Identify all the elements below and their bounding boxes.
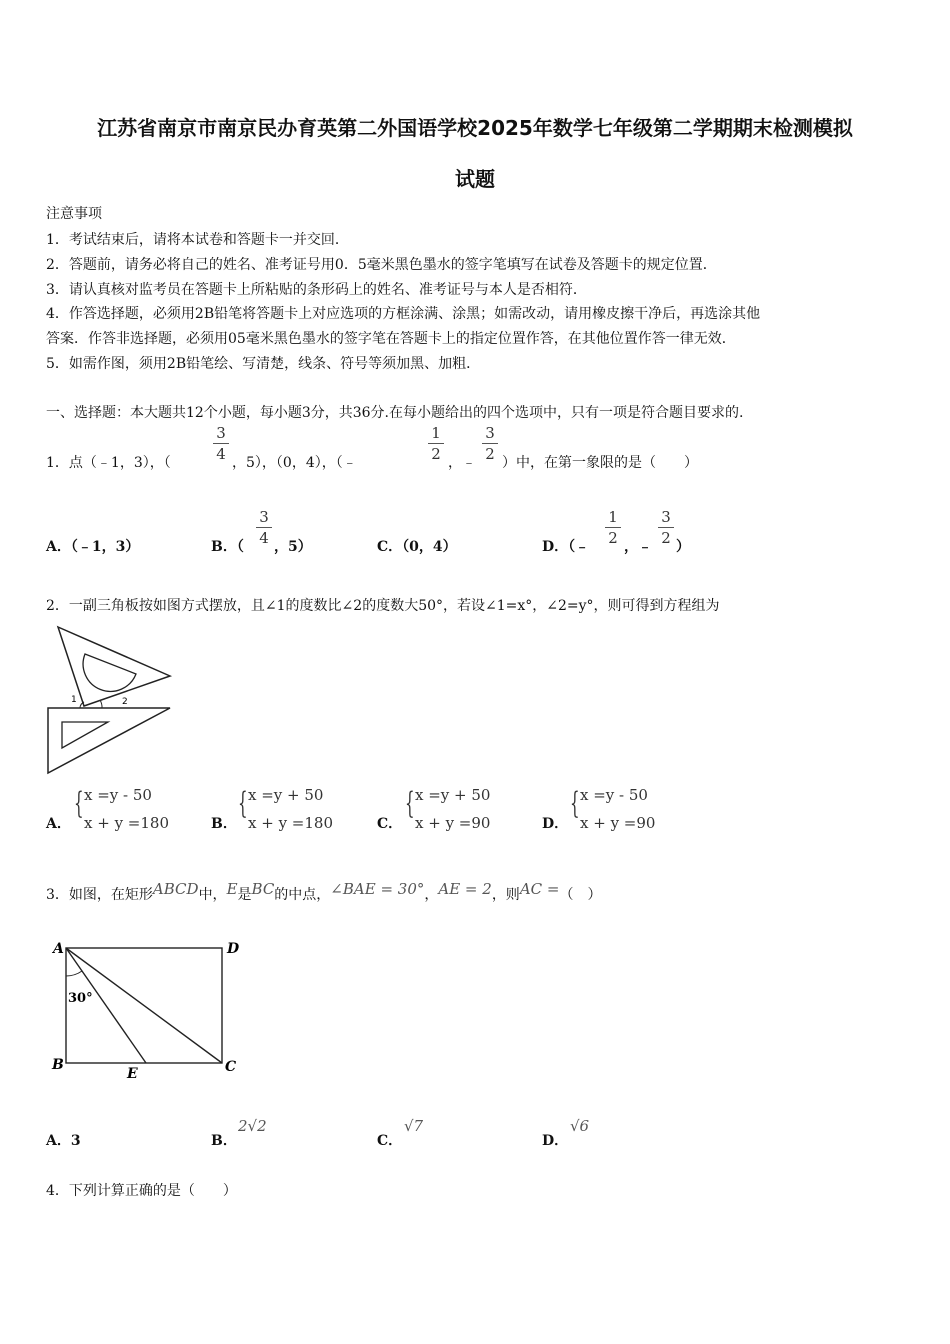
label-d: D [227,941,240,957]
question-4 [46,1180,237,1200]
fraction-1-2 [428,424,444,463]
q1-option-d[interactable]: D．（﹣ [542,539,590,555]
q2-option-b[interactable]: B． [211,816,237,832]
math-bc: BC [251,880,275,898]
brace: { [238,786,248,821]
q3-option-d-value: √6 [570,1117,590,1135]
q1-text-2: ，5），（0，4），（﹣ [232,455,357,471]
q3-option-d[interactable]: D． [542,1133,569,1149]
denominator: 2 [431,445,441,463]
brace: { [74,786,84,821]
numerator: 3 [661,508,671,526]
fraction-3-4 [213,424,229,463]
equation-line-1: x =y - 50 [84,786,152,804]
denominator: 4 [259,529,269,547]
equation-line-2: x + y =90 [415,814,491,832]
notice-item-3: 3．请认真核对监考员在答题卡上所粘贴的条形码上的姓名、准考证号与本人是否相符． [46,282,587,298]
q1-option-b-rest: ，5） [274,539,312,555]
question-2 [46,595,720,615]
equation-line-2: x + y =180 [248,814,334,832]
denominator: 2 [661,529,671,547]
section-heading: 一、选择题：本大题共12个小题，每小题3分，共36分.在每小题给出的四个选项中，只有一项是符合题目要求的. [46,405,744,421]
q3-option-b-value: 2√2 [238,1117,267,1135]
q2-option-a[interactable]: A． [46,816,71,832]
q1-option-c[interactable]: C．（0，4） [377,539,457,555]
q3-option-a[interactable]: A．3 [46,1133,81,1149]
question-number: 2． [46,598,69,614]
equation-line-2: x + y =90 [580,814,656,832]
label-b: B [52,1057,64,1073]
q3-text-4: 的中点， [274,887,331,903]
q3-option-c-value: √7 [404,1117,424,1135]
math-ac: AC = [519,880,560,898]
question-number: 3． [46,887,69,903]
numerator: 1 [608,508,618,526]
label-c: C [225,1059,237,1075]
notice-item-2: 2．答题前，请务必将自己的姓名、准考证号用0．5毫米黑色墨水的签字笔填写在试卷及答题卡的规定位置． [46,257,717,273]
fraction-3-2 [482,424,498,463]
q4-text: 下列计算正确的是（ ） [68,1183,237,1199]
brace: { [405,786,415,821]
label-a: A [53,941,64,957]
question-3 [46,880,602,904]
notice-item-5: 5．如需作图，须用2B铅笔绘、写清楚，线条、符号等须加黑、加粗． [46,356,481,372]
notice-item-1: 1．考试结束后，请将本试卷和答题卡一并交回． [46,232,349,248]
triangle-rulers-figure [44,624,176,776]
numerator: 1 [431,424,441,442]
notice-item-4: 4．作答选择题，必须用2B铅笔将答题卡上对应选项的方框涂满、涂黑；如需改动，请用橡皮擦干净后，再选涂其他 [46,306,761,322]
math-ae: AE = 2 [438,880,492,898]
q1-option-d-mid: ，﹣ [624,539,652,555]
q2-option-d[interactable]: D． [542,816,569,832]
numerator: 3 [485,424,495,442]
q3-option-b[interactable]: B． [211,1133,237,1149]
math-e: E [226,880,238,898]
fraction-1-2 [605,508,621,547]
page-title: 江苏省南京市南京民办育英第二外国语学校2025年数学七年级第二学期期末检测模拟 [97,116,853,140]
q3-option-c[interactable]: C． [377,1133,403,1149]
q1-text-3: ，﹣ [448,455,476,471]
fraction-3-2 [658,508,674,547]
q1-option-b[interactable]: B．（ [211,539,244,555]
numerator: 3 [216,424,226,442]
brace: { [570,786,580,821]
q1-text-4: ）中，在第一象限的是（ ） [502,455,698,471]
question-1 [46,452,171,472]
lower-triangle [48,708,170,773]
notice-heading: 注意事项 [46,206,102,222]
q3-text-2: 中， [198,887,227,903]
denominator: 2 [608,529,618,547]
equation-line-2: x + y =180 [84,814,170,832]
label-e: E [127,1066,138,1082]
label-angle-2: 2 [122,697,128,707]
notice-item-4-cont: 答案．作答非选择题，必须用05毫米黑色墨水的签字笔在答题卡上的指定位置作答，在其他位置作答一律无效． [46,331,736,347]
math-angle-bae: ∠BAE = 30° [330,880,425,898]
equation-line-1: x =y + 50 [415,786,491,804]
q3-text-3: 是 [237,887,252,903]
q1-text-1: 点（﹣1，3），（ [68,455,171,471]
angle-arc [66,971,82,976]
question-number: 1． [46,455,69,471]
label-angle-1: 1 [71,695,77,705]
denominator: 4 [216,445,226,463]
equation-line-1: x =y - 50 [580,786,648,804]
q1-option-a[interactable]: A．（﹣1，3） [46,539,140,555]
fraction-3-4 [256,508,272,547]
upper-protractor-cutout [83,654,136,691]
q2-option-c[interactable]: C． [377,816,403,832]
rectangle-abcd-figure [48,936,248,1082]
q3-text-5: ， [424,887,439,903]
q3-text-6: ，则 [491,887,520,903]
angle-2-arc [100,700,102,708]
q2-text: 一副三角板按如图方式摆放，且∠1的度数比∠2的度数大50°，若设∠1=x°，∠2=y°，则可得到方程组为 [68,598,720,614]
question-number: 4． [46,1183,69,1199]
label-angle-30: 30° [68,991,93,1006]
page-title-line2: 试题 [455,167,495,191]
numerator: 3 [259,508,269,526]
math-abcd: ABCD [152,880,199,898]
q3-text-1: 如图，在矩形 [68,887,153,903]
q3-text-7: （ ） [559,887,602,903]
equation-line-1: x =y + 50 [248,786,324,804]
denominator: 2 [485,445,495,463]
q1-option-d-end: ） [676,539,690,555]
